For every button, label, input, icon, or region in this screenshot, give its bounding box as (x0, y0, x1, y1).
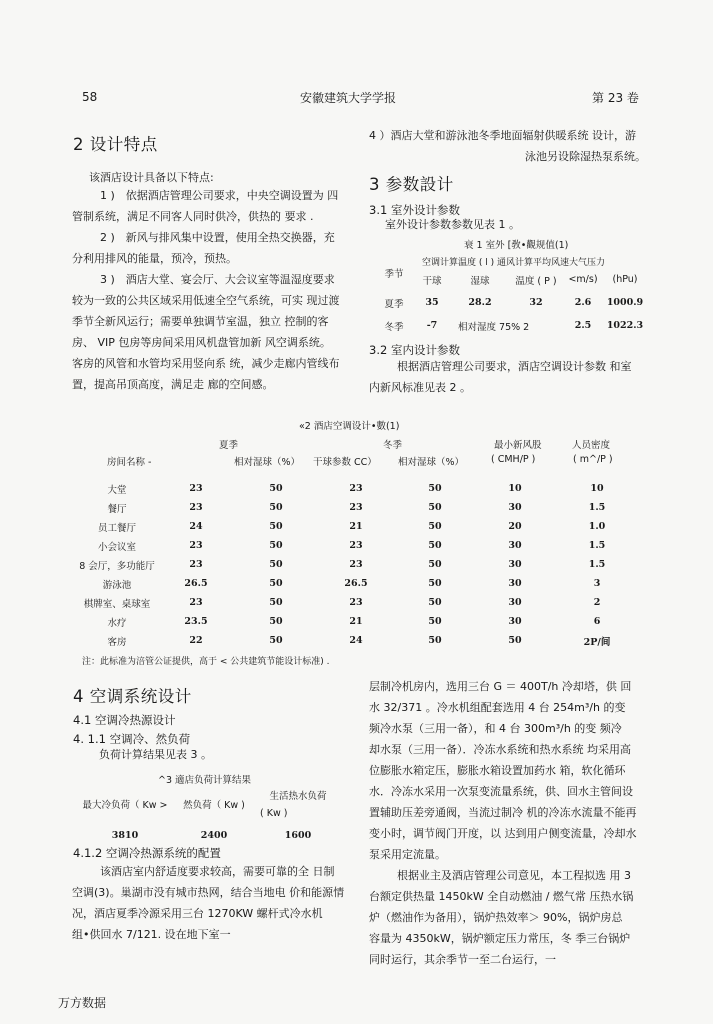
t1-sub-dry: 干球 (422, 275, 442, 287)
s412-line4: 组•供回水 7/121. 设在地下室一 (72, 928, 231, 941)
t2-cell: 50 (269, 616, 283, 627)
sec3-1-text: 室外设计参数参数见表 1 。 (385, 218, 520, 231)
t2-cell: 20 (508, 521, 522, 532)
t2-cell: 2P/间 (583, 636, 611, 648)
t3-cell: 3810 (111, 829, 139, 841)
sec4-1-1-text: 负荷计算结果见表 3 。 (99, 748, 212, 761)
item1-line1: 1 ) 依据酒店管理公司要求，中央空调设置为 四 (100, 189, 339, 202)
sec4-1-2-body (72, 861, 345, 945)
t2-cell: 23 (349, 540, 363, 551)
t2-cell: 30 (508, 502, 522, 513)
t1-sub-temp: 温度 ( P ) (515, 275, 557, 287)
t2-cell: 50 (269, 559, 283, 570)
t2-cell: 50 (428, 483, 442, 494)
t2-group-summer: 夏季 (219, 440, 239, 451)
t2-cell: 23 (189, 540, 203, 551)
t2-cell: 50 (269, 502, 283, 513)
t2-room-name: 客房 (107, 636, 127, 648)
t2-cell: 50 (269, 578, 283, 589)
r-line: 却水泵（三用一备）．冷冻水系统和热水系统 均采用高 (369, 743, 631, 756)
table3 (78, 786, 340, 848)
t2-cell: 22 (189, 635, 203, 646)
t2-cell: 23.5 (184, 616, 208, 627)
t2-cell: 1.5 (588, 559, 606, 570)
table-row (78, 574, 638, 593)
t2-room-name: 游泳池 (102, 579, 132, 591)
t1-cell: 1022.3 (606, 320, 644, 331)
t2-cell: 10 (508, 483, 522, 494)
table2 (78, 479, 638, 650)
r-line: 泵采用定流量。 (369, 848, 446, 861)
s412-line1: 该酒店室内舒适度要求较高，需要可靠的全 日制 (100, 865, 335, 878)
t2-cell: 50 (428, 597, 442, 608)
t1-sub-pressure: (hPu) (612, 274, 638, 285)
t3-cell: 2400 (200, 829, 228, 841)
item3-line6: 置，提高吊顶高度，满足走 廊的空间感。 (72, 378, 274, 391)
t1-cell: 2.5 (574, 320, 592, 331)
table-row (376, 291, 648, 314)
s412-line3: 况，酒店夏季冷源采用三台 1270KW 螺杆式冷水机 (72, 907, 323, 920)
section-3-1-title: 3.1 室外设计参数 (369, 203, 460, 217)
t2-cell: 50 (428, 616, 442, 627)
item3-line5: 客房的风管和水管均采用竖向系 统，减少走廊内管线布 (72, 357, 340, 370)
t3-head-cooling: 最大冷负荷（ Kw > (82, 800, 168, 811)
t2-unit-density: ( m^/P ) (573, 454, 613, 465)
t1-sub-wet: 湿球 (470, 275, 490, 287)
t1-cell: 冬季 (384, 321, 404, 333)
t1-cell: -7 (426, 320, 438, 331)
t2-head-density: 人员密度 (572, 440, 611, 451)
table-row (78, 536, 638, 555)
item2-line1: 2 ) 新风与排风集中设置，使用全热交换器，充 (100, 231, 335, 244)
table-row (78, 517, 638, 536)
t2-cell: 50 (428, 540, 442, 551)
t2-cell: 50 (269, 635, 283, 646)
item3-line2: 较为一致的公共区域采用低速全空气系统，可实 现过渡 (72, 294, 340, 307)
t2-cell: 6 (593, 616, 601, 627)
t1-cell: 35 (425, 297, 439, 308)
t2-cell: 50 (428, 559, 442, 570)
t2-cell: 30 (508, 616, 522, 627)
r-line: 容量为 4350kW，锅炉额定压力常压，冬 季三台锅炉 (369, 932, 631, 945)
t2-cell: 30 (508, 540, 522, 551)
t2-cell: 30 (508, 597, 522, 608)
t3-head-heating: 然负荷（ Kw ) (183, 800, 245, 811)
t1-cell: 夏季 (384, 298, 404, 310)
t3-head-hotwater: 生活热水负荷 (269, 791, 327, 802)
t1-sub-speed: <m/s) (568, 274, 598, 285)
table-row (78, 593, 638, 612)
t2-cell: 10 (590, 483, 604, 494)
sec2-body (72, 185, 345, 395)
table-row (78, 555, 638, 574)
t1-cell: 28.2 (468, 297, 492, 308)
page-number: 58 (82, 90, 98, 104)
r-line: 层制冷机房内，选用三台 G ＝ 400T/h 冷却塔，供 回 (369, 680, 632, 693)
table-row (78, 631, 638, 650)
table-row (78, 498, 638, 517)
t2-group-winter: 冬季 (383, 440, 403, 451)
t2-cell: 30 (508, 578, 522, 589)
t2-cell: 24 (349, 635, 363, 646)
t2-head-freshair: 最小新风股 (494, 440, 542, 451)
item1-line2: 管制系统，满足不同客人同时供冷，供热的 要求 . (72, 210, 314, 223)
watermark: 万方数据 (58, 996, 107, 1010)
t1-cell: 1000.9 (606, 297, 644, 308)
r-line: 根据业主及酒店管理公司意见，本工程拟选 用 3 (397, 869, 631, 882)
t2-cell: 50 (428, 502, 442, 513)
table2-caption: «2 酒店空调设计•數(1) (299, 421, 400, 432)
t2-cell: 1.0 (588, 521, 606, 532)
t2-cell: 23 (189, 559, 203, 570)
r-line: 变小时，调节阀门开度，以 达到用户侧变流量，冷却水 (369, 827, 637, 840)
item3-line3: 季节全新风运行；需要单独调节室温，独立 控制的客 (72, 315, 329, 328)
t2-cell: 2 (593, 597, 601, 608)
t2-cell: 1.5 (588, 540, 606, 551)
r-line: 位膨胀水箱定压，膨胀水箱设置加药水 箱，软化循环 (369, 764, 626, 777)
section-3-title: 3 参数設计 (369, 175, 454, 194)
section-4-1-1-title: 4. 1.1 空调冷、然负荷 (73, 732, 191, 746)
t2-cell: 3 (593, 578, 601, 589)
t2-room-name: 员工餐厅 (97, 522, 136, 534)
t2-cell: 23 (189, 597, 203, 608)
item4-line1: 4 ）酒店大堂和游泳池冬季地面辐射供暖系统 设计，游 (369, 129, 636, 142)
t2-room-name: 水疗 (107, 617, 127, 629)
t2-head-winter-rh: 相对湿球（%） (398, 457, 465, 468)
item3-line4: 房、 VIP 包房等房间采用风机盘管加新 风空调系统。 (72, 336, 331, 349)
s412-line2: 空调(3)。巢湖市没有城市热网，结合当地电 价和能源情 (72, 886, 345, 899)
item2-line2: 分利用排风的能量，预冷，预热。 (72, 252, 237, 265)
t2-cell: 21 (349, 616, 363, 627)
t2-cell: 23 (349, 502, 363, 513)
table1-caption: 衰 1 室外 [敎•觀规值(1) (464, 240, 569, 251)
t2-room-name: 大堂 (107, 484, 127, 496)
t1-head-season: 季节 (384, 268, 404, 280)
t1-head-main: 空调计算温度 ( l ) 通风计算平均风速大气压力 (422, 257, 605, 268)
t3-head-unit: ( Kw ) (260, 807, 288, 819)
section-4-title: 4 空调系统设计 (73, 687, 192, 706)
table-row (78, 612, 638, 631)
t2-cell: 23 (189, 502, 203, 513)
table2-note: 注：此标准为涪管公证提供，高于 < 公共建筑节能设计标准) . (82, 657, 330, 667)
r-line: 置辅助压差旁通阀，当流过制冷 机的冷冻水流量不能再 (369, 806, 637, 819)
t2-cell: 26.5 (184, 578, 208, 589)
t2-cell: 23 (349, 559, 363, 570)
t2-room-name: 8 会厅，多功能厅 (79, 560, 155, 572)
t2-cell: 50 (428, 578, 442, 589)
r-line: 水．冷冻水采用一次泵变流量系统，供、回水主管间设 (369, 785, 633, 798)
t2-unit-freshair: ( CMH/P ) (491, 454, 536, 465)
item4-line2: 泳池另设除湿热泵系统。 (525, 150, 646, 163)
sec3-2-body (369, 356, 646, 398)
t1-cell: 2.6 (574, 297, 592, 308)
journal-title: 安徽建筑大学学报 (300, 91, 397, 105)
table-row (376, 314, 648, 337)
t2-cell: 50 (269, 540, 283, 551)
r-line: 频冷水泵（三用一备），和 4 台 300m³/h 的变 频冷 (369, 722, 622, 735)
t2-cell: 23 (349, 597, 363, 608)
t2-cell: 50 (269, 483, 283, 494)
t2-cell: 50 (269, 521, 283, 532)
t2-cell: 24 (189, 521, 203, 532)
t2-room-name: 棋牌室、桌球室 (83, 598, 151, 610)
table3-caption: ^3 適店负荷计算结果 (158, 775, 252, 786)
t2-room-name: 餐厅 (107, 503, 127, 515)
t2-head-winter-db: 干球参数 CC） (313, 457, 377, 468)
table-row (78, 479, 638, 498)
r-line: 台额定供热量 1450kW 全自动燃油 / 燃气常 压热水锅 (369, 890, 634, 903)
t2-cell: 50 (269, 597, 283, 608)
t2-cell: 50 (428, 521, 442, 532)
t2-cell: 23 (349, 483, 363, 494)
table1 (376, 254, 648, 337)
section-4-1-title: 4.1 空调冷热源设计 (73, 713, 176, 727)
t3-cell: 1600 (284, 829, 312, 841)
t2-head-room: 房间名称 - (107, 457, 152, 468)
t2-cell: 50 (508, 635, 522, 646)
section-3-2-title: 3.2 室内设计参数 (369, 343, 460, 357)
sec4-right-body (369, 676, 646, 970)
r-line: 水 32/371 。冷水机组配套选用 4 台 254m³/h 的变 (369, 701, 626, 714)
sec2-intro: 该酒店设计具备以下特点: (89, 171, 214, 184)
volume-label: 第 23 卷 (592, 91, 639, 105)
section-4-1-2-title: 4.1.2 空调冷热源系统的配置 (73, 846, 221, 860)
r-line: 同时运行，其余季节一至二台运行，一 (369, 953, 556, 966)
t2-cell: 30 (508, 559, 522, 570)
t2-room-name: 小会议室 (97, 541, 136, 553)
t2-cell: 21 (349, 521, 363, 532)
sec3-2-line2: 内新风标准见表 2 。 (369, 381, 471, 394)
section-2-title: 2 设计特点 (73, 135, 158, 154)
t2-cell: 23 (189, 483, 203, 494)
item3-line1: 3 ) 酒店大堂、宴会厅、大会议室等温湿度要求 (100, 273, 335, 286)
t1-cell: 32 (529, 297, 543, 308)
t1-cell: 相对湿度 75% 2 (458, 321, 530, 333)
t2-head-summer-rh: 相对湿球（%） (234, 457, 301, 468)
t2-cell: 1.5 (588, 502, 606, 513)
t2-cell: 26.5 (344, 578, 368, 589)
r-line: 炉（燃油作为备用），锅炉热效率＞ 90%，锅炉房总 (369, 911, 623, 924)
sec3-2-line1: 根据酒店管理公司要求，酒店空调设计参数 和室 (397, 360, 632, 373)
t2-cell: 50 (428, 635, 442, 646)
